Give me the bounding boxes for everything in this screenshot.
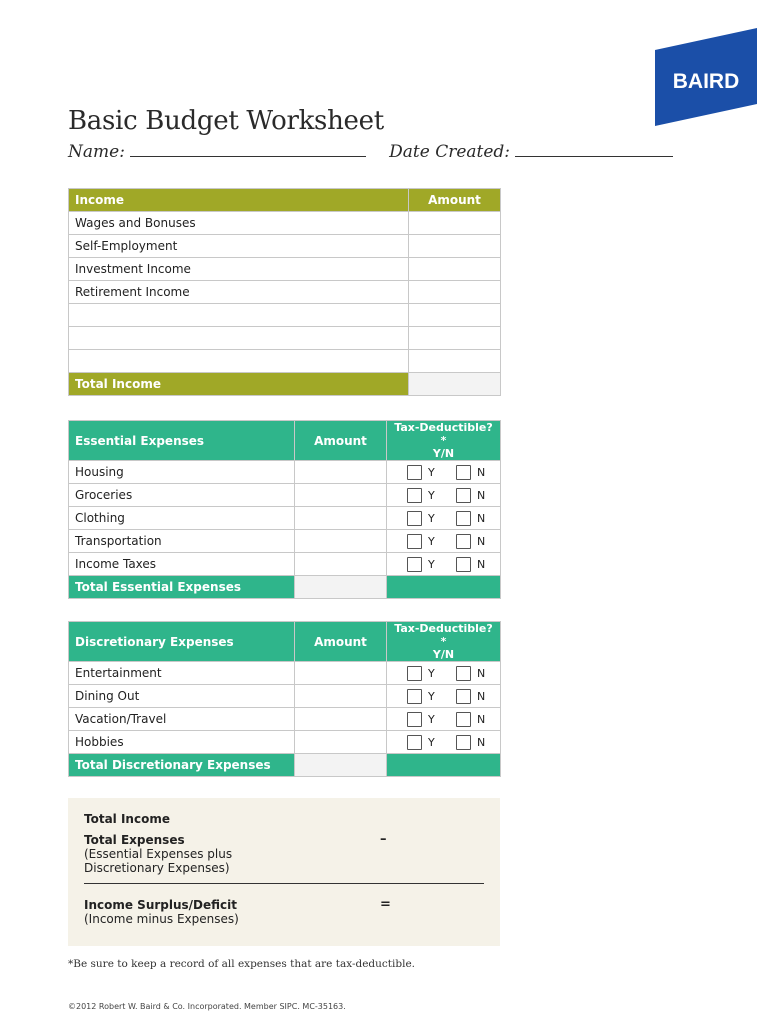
table-row xyxy=(69,258,501,281)
table-row xyxy=(69,304,501,327)
yes-label: Y xyxy=(428,712,435,726)
table-row xyxy=(69,327,501,350)
yn-cell xyxy=(387,484,501,507)
no-label: N xyxy=(477,666,486,680)
yes-label: Y xyxy=(428,689,435,703)
no-checkbox[interactable] xyxy=(456,689,471,704)
table-row xyxy=(69,350,501,373)
total-income-label: Total Income xyxy=(69,373,409,396)
no-label: N xyxy=(477,465,486,479)
summary-box xyxy=(68,798,500,946)
table-row xyxy=(69,281,501,304)
essential-tax-header xyxy=(387,421,501,461)
tax-deductible-label: Tax-Deductible?* xyxy=(394,421,493,447)
income-header: Income xyxy=(69,189,409,212)
table-row xyxy=(69,553,501,576)
table-row xyxy=(69,235,501,258)
income-row-label: Retirement Income xyxy=(69,281,409,304)
expense-amount-cell[interactable] xyxy=(295,507,387,530)
income-amount-cell[interactable] xyxy=(409,327,501,350)
discretionary-expenses-table xyxy=(68,621,501,777)
no-label: N xyxy=(477,689,486,703)
yes-label: Y xyxy=(428,557,435,571)
baird-logo xyxy=(655,28,757,126)
page-title: Basic Budget Worksheet xyxy=(68,106,384,136)
summary-divider xyxy=(84,883,484,884)
yes-checkbox[interactable] xyxy=(407,666,422,681)
expense-amount-cell[interactable] xyxy=(295,530,387,553)
yn-cell xyxy=(387,553,501,576)
income-row-label[interactable] xyxy=(69,327,409,350)
summary-total-expenses xyxy=(84,833,232,875)
yes-checkbox[interactable] xyxy=(407,712,422,727)
no-checkbox[interactable] xyxy=(456,557,471,572)
expense-row-label: Entertainment xyxy=(69,662,295,685)
yes-checkbox[interactable] xyxy=(407,488,422,503)
date-created-field[interactable] xyxy=(515,142,673,157)
expense-amount-cell[interactable] xyxy=(295,461,387,484)
expense-amount-cell[interactable] xyxy=(295,685,387,708)
table-row xyxy=(69,212,501,235)
yn-cell xyxy=(387,685,501,708)
date-created-label: Date Created: xyxy=(389,142,511,162)
copyright: ©2012 Robert W. Baird & Co. Incorporated. Member SIPC. MC-35163. xyxy=(68,1002,346,1011)
discretionary-tax-header xyxy=(387,622,501,662)
yes-label: Y xyxy=(428,465,435,479)
yes-label: Y xyxy=(428,534,435,548)
expense-amount-cell[interactable] xyxy=(295,708,387,731)
summary-surplus xyxy=(84,898,239,926)
expense-row-label: Transportation xyxy=(69,530,295,553)
income-amount-cell[interactable] xyxy=(409,258,501,281)
no-label: N xyxy=(477,534,486,548)
expense-row-label: Dining Out xyxy=(69,685,295,708)
essential-header: Essential Expenses xyxy=(69,421,295,461)
summary-expenses-note-line2: Discretionary Expenses) xyxy=(84,861,230,875)
yes-checkbox[interactable] xyxy=(407,557,422,572)
expense-amount-cell[interactable] xyxy=(295,484,387,507)
table-row xyxy=(69,507,501,530)
income-row-label: Investment Income xyxy=(69,258,409,281)
income-amount-cell[interactable] xyxy=(409,235,501,258)
meta-line xyxy=(68,142,673,162)
table-row xyxy=(69,530,501,553)
baird-logo-text: BAIRD xyxy=(672,70,740,93)
table-row xyxy=(69,461,501,484)
expense-row-label: Hobbies xyxy=(69,731,295,754)
total-discretionary-amount[interactable] xyxy=(295,754,387,777)
yn-label: Y/N xyxy=(432,447,455,460)
summary-expenses-note-line1: (Essential Expenses plus xyxy=(84,847,233,861)
no-label: N xyxy=(477,735,486,749)
income-amount-cell[interactable] xyxy=(409,281,501,304)
name-label: Name: xyxy=(68,142,125,162)
name-field[interactable] xyxy=(130,142,366,157)
no-checkbox[interactable] xyxy=(456,465,471,480)
yes-label: Y xyxy=(428,666,435,680)
yes-checkbox[interactable] xyxy=(407,689,422,704)
total-income-amount[interactable] xyxy=(409,373,501,396)
yn-cell xyxy=(387,507,501,530)
no-label: N xyxy=(477,511,486,525)
income-amount-cell[interactable] xyxy=(409,350,501,373)
no-checkbox[interactable] xyxy=(456,534,471,549)
expense-row-label: Income Taxes xyxy=(69,553,295,576)
yn-cell xyxy=(387,530,501,553)
no-checkbox[interactable] xyxy=(456,488,471,503)
expense-row-label: Housing xyxy=(69,461,295,484)
expense-amount-cell[interactable] xyxy=(295,553,387,576)
essential-amount-header: Amount xyxy=(295,421,387,461)
yn-label: Y/N xyxy=(432,648,455,661)
no-checkbox[interactable] xyxy=(456,666,471,681)
income-amount-cell[interactable] xyxy=(409,304,501,327)
yn-cell xyxy=(387,662,501,685)
yes-label: Y xyxy=(428,511,435,525)
total-discretionary-spacer xyxy=(387,754,501,777)
summary-total-income-label: Total Income xyxy=(84,812,170,826)
essential-expenses-table xyxy=(68,420,501,599)
income-row-label: Wages and Bonuses xyxy=(69,212,409,235)
expense-amount-cell[interactable] xyxy=(295,662,387,685)
summary-surplus-note: (Income minus Expenses) xyxy=(84,912,239,926)
total-essential-spacer xyxy=(387,576,501,599)
yes-checkbox[interactable] xyxy=(407,534,422,549)
no-label: N xyxy=(477,712,486,726)
income-table xyxy=(68,188,501,396)
yes-label: Y xyxy=(428,488,435,502)
table-row xyxy=(69,484,501,507)
yn-cell xyxy=(387,461,501,484)
no-checkbox[interactable] xyxy=(456,712,471,727)
yes-label: Y xyxy=(428,735,435,749)
no-label: N xyxy=(477,488,486,502)
yes-checkbox[interactable] xyxy=(407,735,422,750)
minus-sign: – xyxy=(380,832,387,847)
expense-row-label: Vacation/Travel xyxy=(69,708,295,731)
expense-amount-cell[interactable] xyxy=(295,731,387,754)
total-essential-amount[interactable] xyxy=(295,576,387,599)
table-row xyxy=(69,708,501,731)
yes-checkbox[interactable] xyxy=(407,511,422,526)
income-amount-header: Amount xyxy=(409,189,501,212)
total-discretionary-label: Total Discretionary Expenses xyxy=(69,754,295,777)
no-checkbox[interactable] xyxy=(456,735,471,750)
tax-deductible-label: Tax-Deductible?* xyxy=(394,622,493,648)
table-row xyxy=(69,731,501,754)
expense-row-label: Clothing xyxy=(69,507,295,530)
summary-surplus-label: Income Surplus/Deficit xyxy=(84,898,238,912)
footnote: *Be sure to keep a record of all expenses that are tax-deductible. xyxy=(68,958,416,970)
no-label: N xyxy=(477,557,486,571)
table-row xyxy=(69,662,501,685)
summary-total-income xyxy=(84,812,170,826)
income-row-label[interactable] xyxy=(69,304,409,327)
summary-total-expenses-label: Total Expenses xyxy=(84,833,185,847)
equals-sign: = xyxy=(380,897,391,912)
income-row-label[interactable] xyxy=(69,350,409,373)
discretionary-amount-header: Amount xyxy=(295,622,387,662)
no-checkbox[interactable] xyxy=(456,511,471,526)
yes-checkbox[interactable] xyxy=(407,465,422,480)
discretionary-header: Discretionary Expenses xyxy=(69,622,295,662)
table-row xyxy=(69,685,501,708)
income-amount-cell[interactable] xyxy=(409,212,501,235)
income-row-label: Self-Employment xyxy=(69,235,409,258)
expense-row-label: Groceries xyxy=(69,484,295,507)
yn-cell xyxy=(387,708,501,731)
total-essential-label: Total Essential Expenses xyxy=(69,576,295,599)
yn-cell xyxy=(387,731,501,754)
